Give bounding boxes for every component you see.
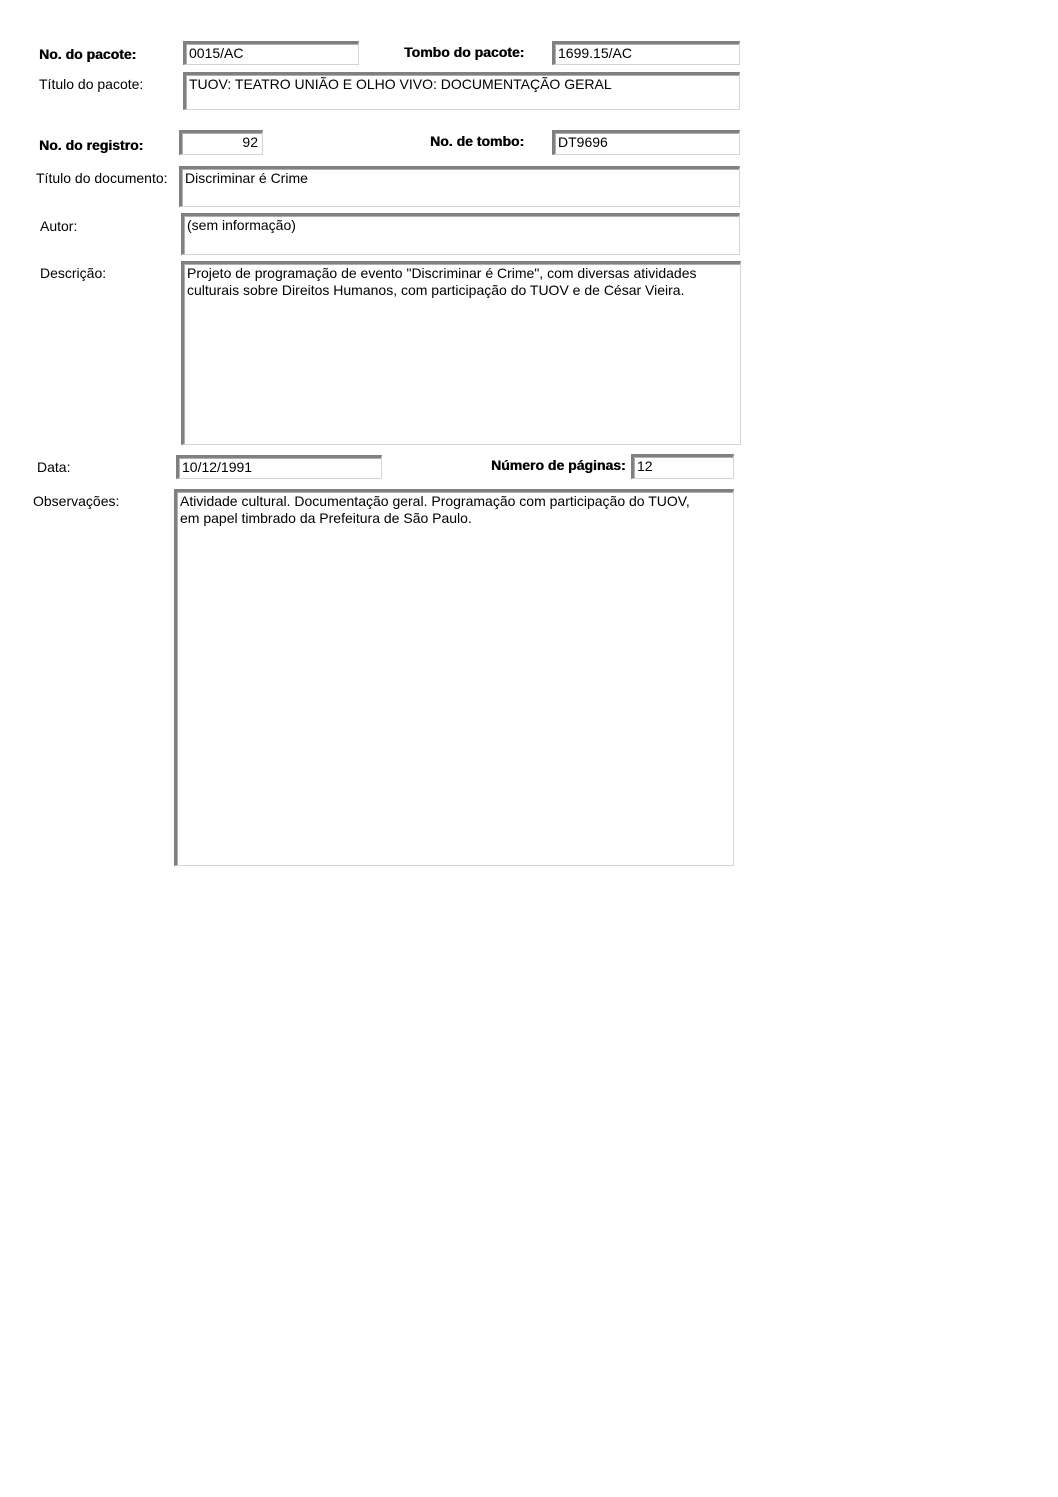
data-field[interactable]: 10/12/1991 [176, 455, 382, 479]
numero-pacote-label: No. do pacote: [39, 46, 137, 62]
titulo-documento-label: Título do documento: [36, 170, 168, 186]
tombo-pacote-label: Tombo do pacote: [404, 44, 525, 60]
titulo-pacote-label: Título do pacote: [39, 76, 144, 92]
titulo-pacote-field[interactable]: TUOV: TEATRO UNIÃO E OLHO VIVO: DOCUMENTAÇÃO GERAL [183, 72, 740, 110]
descricao-field[interactable]: Projeto de programação de evento "Discriminar é Crime", com diversas atividades culturais sobre Direitos Humanos, com participação do TUOV e de César Vieira. [181, 261, 741, 445]
data-label: Data: [37, 459, 71, 475]
numero-tombo-label: No. de tombo: [430, 133, 525, 149]
numero-paginas-label: Número de páginas: [491, 457, 626, 473]
numero-registro-field[interactable]: 92 [179, 130, 263, 155]
autor-label: Autor: [40, 218, 78, 234]
numero-tombo-field[interactable]: DT9696 [552, 130, 740, 155]
autor-field[interactable]: (sem informação) [181, 213, 740, 255]
descricao-label: Descrição: [40, 265, 107, 281]
titulo-documento-field[interactable]: Discriminar é Crime [179, 166, 740, 207]
numero-registro-label: No. do registro: [39, 137, 144, 153]
numero-pacote-field[interactable]: 0015/AC [183, 41, 359, 65]
tombo-pacote-field[interactable]: 1699.15/AC [552, 41, 740, 65]
observacoes-label: Observações: [33, 493, 120, 509]
numero-paginas-field[interactable]: 12 [631, 454, 734, 479]
observacoes-field[interactable]: Atividade cultural. Documentação geral. Programação com participação do TUOV, em papel timbrado da Prefeitura de São Paulo. [174, 489, 734, 866]
